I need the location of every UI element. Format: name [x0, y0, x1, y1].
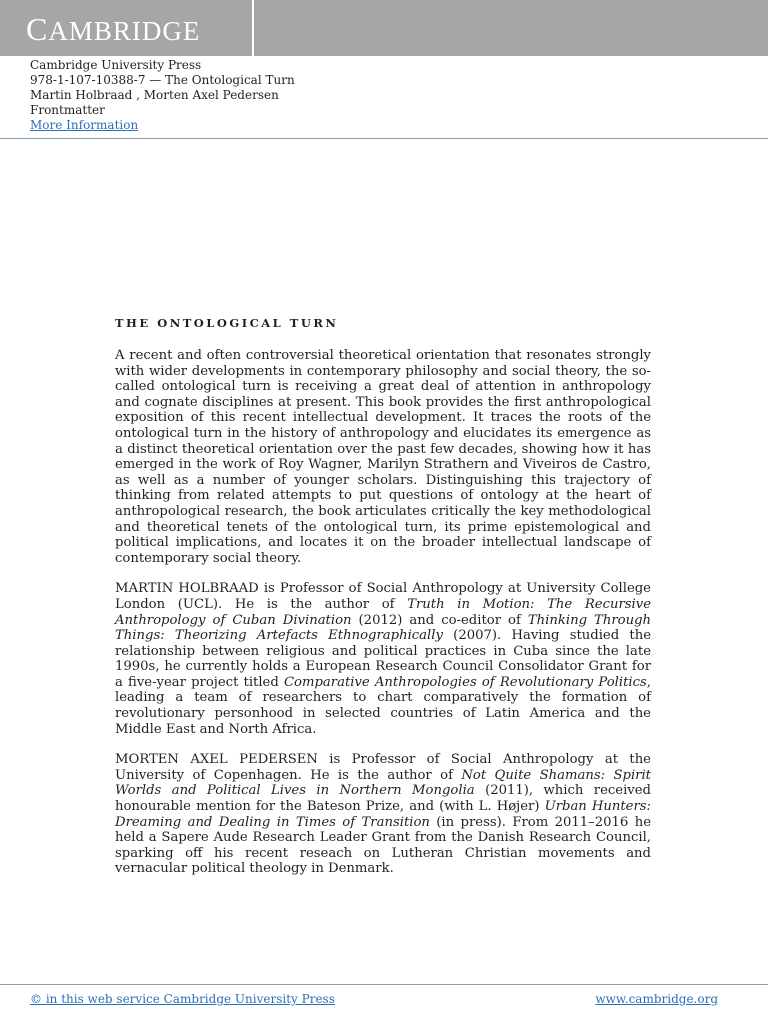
document-body — [115, 348, 651, 892]
book-metadata — [30, 58, 295, 133]
website-link[interactable]: www.cambridge.org — [595, 992, 718, 1006]
page-title: THE ONTOLOGICAL TURN — [115, 316, 339, 330]
copyright-link[interactable]: © in this web service Cambridge University Press — [30, 992, 335, 1006]
book-description-paragraph: A recent and often controversial theoretical orientation that resonates strongly with wider developments in contemporary philosophy and social theory, the so-called ontological turn is receiving a great deal of attention in anthropology and cognate disciplines at present. This book provides the first anthropological exposition of this recent intellectual development. It traces the roots of the ontological turn in the history of anthropology and elucidates its emergence as a distinct theoretical orientation over the past few decades, showing how it has emerged in the work of Roy Wagner, Marilyn Strathern and Viveiros de Castro, as well as a number of younger scholars. Distinguishing this trajectory of thinking from related attempts to put questions of ontology at the heart of anthropological research, the book articulates critically the key methodological and theoretical tenets of the ontological turn, its prime epistemological and political implications, and locates it on the broader intellectual landscape of contemporary social theory. — [115, 348, 651, 566]
bottom-divider — [0, 984, 768, 985]
author-bio-pedersen: MORTEN AXEL PEDERSEN is Professor of Social Anthropology at the University of Copenhagen. He is the author of Not Quite Shamans: Spirit Worlds and Political Lives in Northern Mongolia (2011), which received honourable mention for the Bateson Prize, and (with L. Højer) Urban Hunters: Dreaming and Dealing in Times of Transition (in press). From 2011–2016 he held a Sapere Aude Research Leader Grant from the Danish Research Council, sparking off his recent reseach on Lutheran Christian movements and vernacular political theology in Denmark. — [115, 752, 651, 877]
top-divider — [0, 138, 768, 139]
page-footer — [30, 992, 718, 1006]
section-line: Frontmatter — [30, 103, 105, 117]
more-information-link[interactable]: More Information — [30, 118, 139, 132]
author-bio-holbraad: MARTIN HOLBRAAD is Professor of Social Anthropology at University College London (UCL). He is the author of Truth in Motion: The Recursive Anthropology of Cuban Divination (2012) and co-editor of Thinking Through Things: Theorizing Artefacts Ethnographically (2007). Having studied the relationship between religious and political practices in Cuba since the late 1990s, he currently holds a European Research Council Consolidator Grant for a five-year project titled Comparative Anthropologies of Revolutionary Politics, leading a team of researchers to chart comparatively the formation of revolutionary personhood in selected countries of Latin America and the Middle East and North Africa. — [115, 581, 652, 737]
header-banner — [0, 0, 768, 56]
isbn-title-line: 978-1-107-10388-7 — The Ontological Turn — [30, 73, 295, 87]
banner-divider — [252, 0, 254, 56]
publisher-line: Cambridge University Press — [30, 58, 202, 72]
authors-line: Martin Holbraad , Morten Axel Pedersen — [30, 88, 279, 102]
cambridge-logo: CAMBRIDGE — [26, 11, 201, 47]
